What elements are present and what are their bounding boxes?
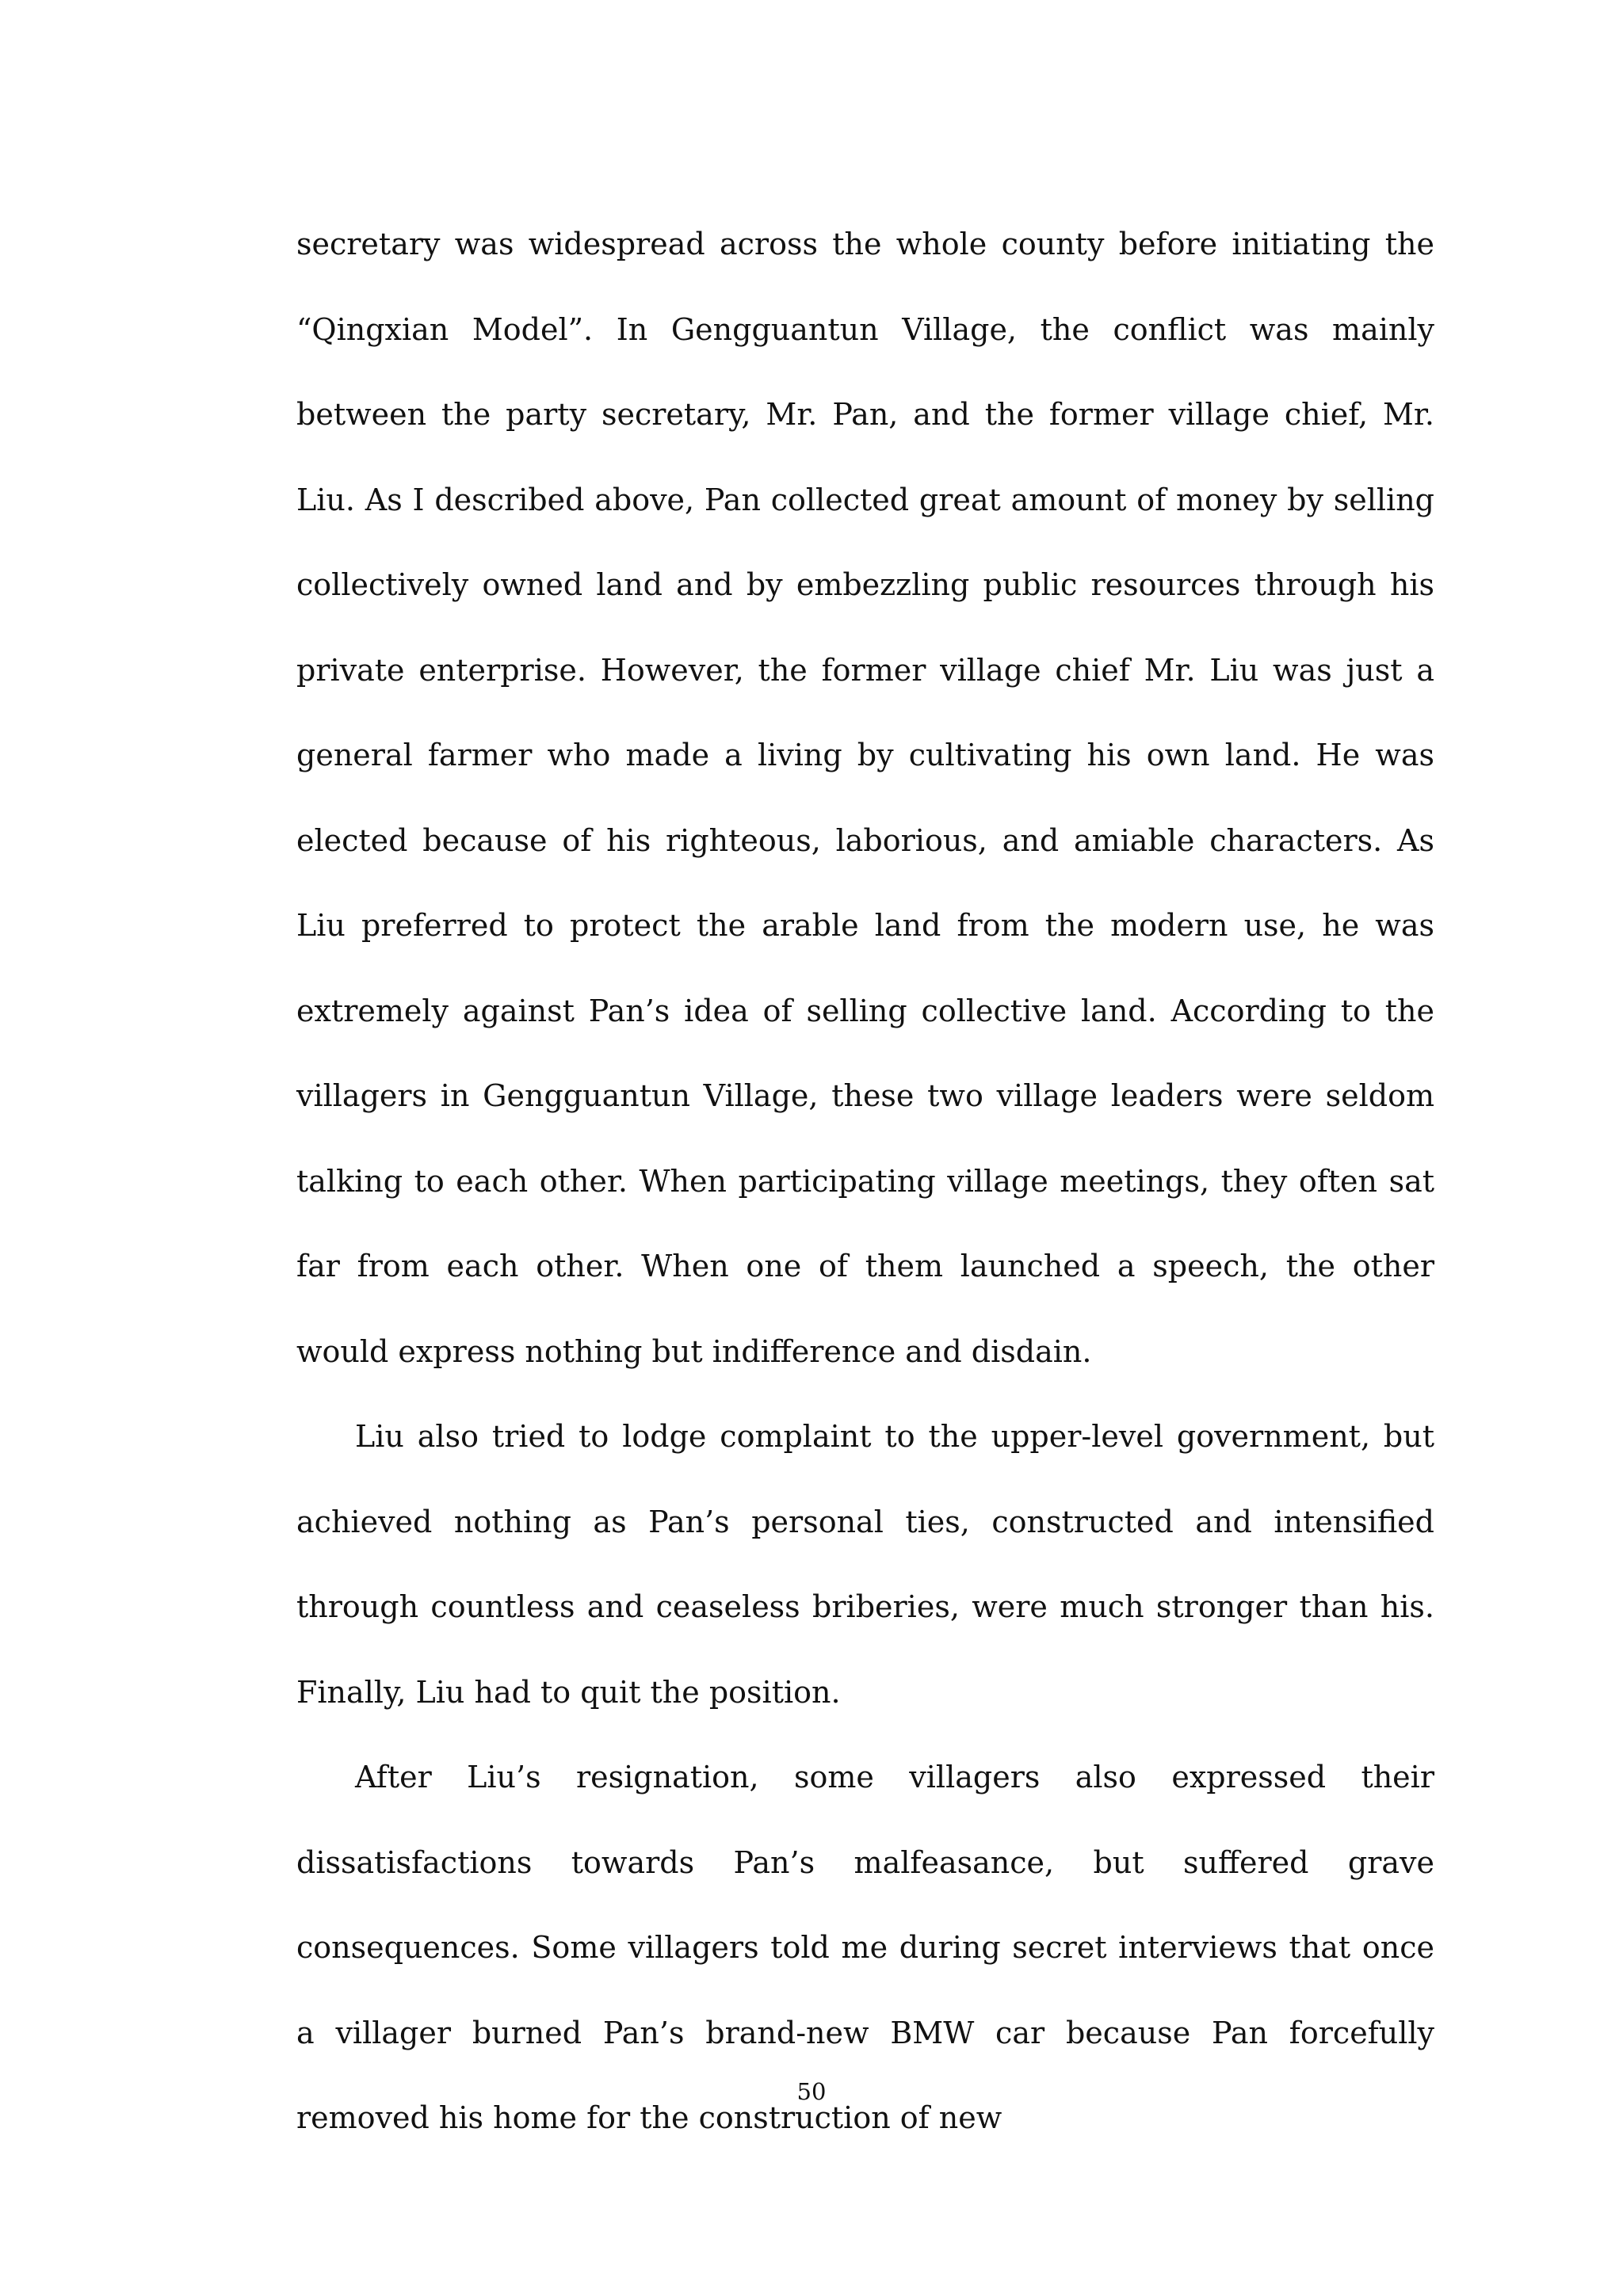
paragraph-liu-complaint: Liu also tried to lodge complaint to the upper-level government, but achieved nothing as Pan’s personal ties, constructed and intensified through countless and ceaseless briberies, were much stronger than his. Finally, Liu had to quit the position.: [296, 1419, 1434, 1710]
paragraph-villagers-dissatisfaction: After Liu’s resignation, some villagers also expressed their dissatisfactions towards Pan’s malfeasance, but suffered grave consequences. Some villagers told me during secret interviews that once a villager burned Pan’s brand-new BMW car because Pan forcefully removed his home for the construction of new: [296, 1760, 1434, 2135]
page-number: 50: [796, 2078, 827, 2105]
paragraph-continued: secretary was widespread across the whole county before initiating the “Qingxian Model”. In Gengguantun Village, the conflict was mainly between the party secretary, Mr. Pan, and the former village chief, Mr. Liu. As I described above, Pan collected great amount of money by selling collectively owned land and by embezzling public resources through his private enterprise. However, the former village chief Mr. Liu was just a general farmer who made a living by cultivating his own land. He was elected because of his righteous, laborious, and amiable characters. As Liu preferred to protect the arable land from the modern use, he was extremely against Pan’s idea of selling collective land. According to the villagers in Gengguantun Village, these two village leaders were seldom talking to each other. When participating village meetings, they often sat far from each other. When one of them launched a speech, the other would express nothing but indifference and disdain.: [296, 227, 1434, 1369]
body-text: [296, 202, 1434, 2161]
